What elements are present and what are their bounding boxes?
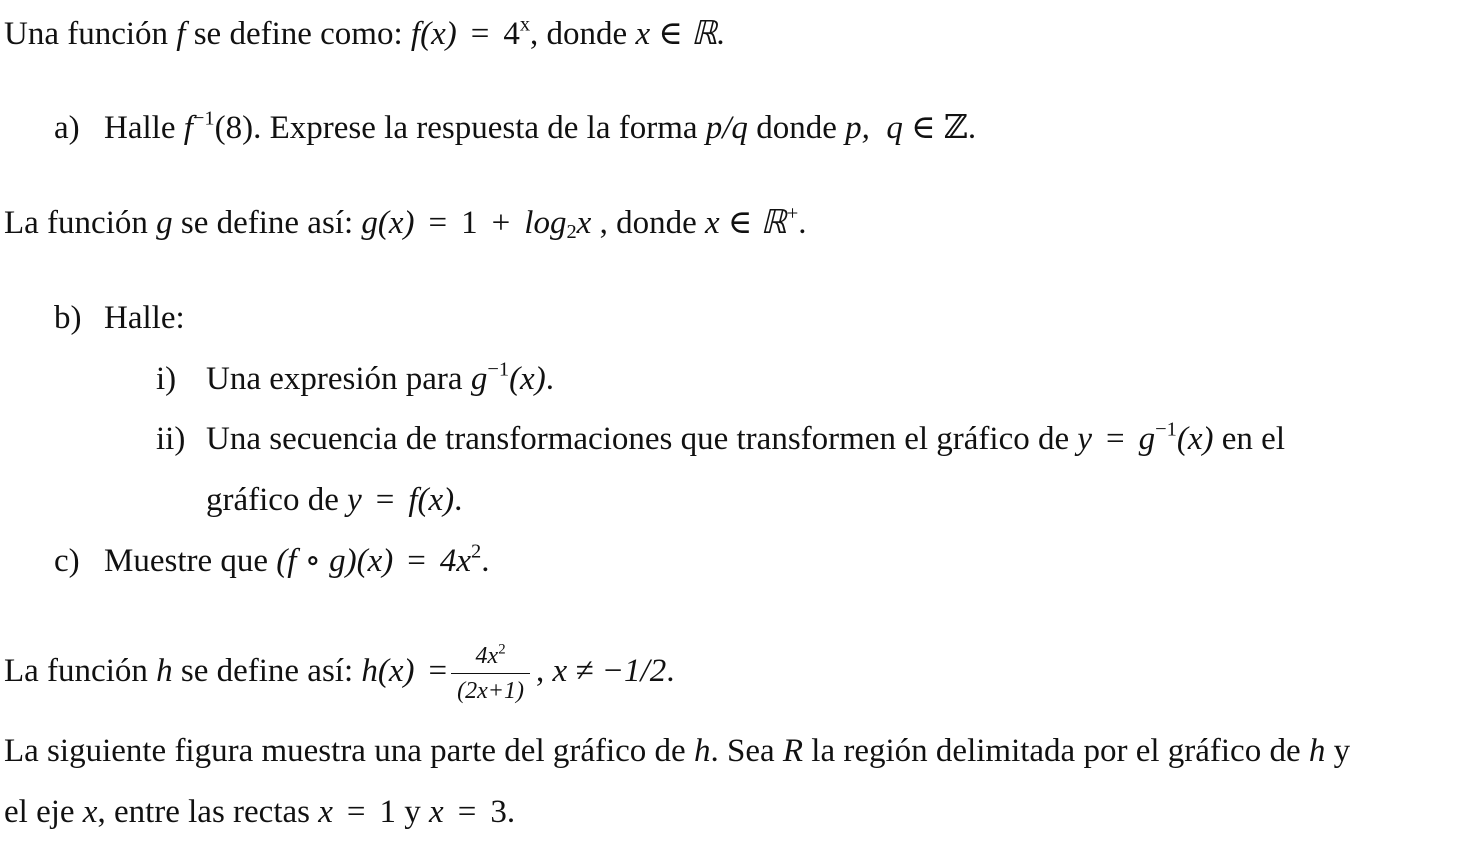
h-def-text1: La función (4, 653, 157, 689)
h-def-eq: = (428, 653, 448, 689)
part-c-text: Muestre que (104, 543, 277, 579)
part-b-ii-y: y (1077, 421, 1093, 457)
g-def-log-base: 2 (566, 221, 577, 244)
part-a-pq: p/q (705, 110, 748, 146)
part-a-text1: Halle (104, 110, 184, 146)
region-l2-text2: , entre las rectas (97, 794, 319, 830)
h-def-after: , (536, 653, 553, 689)
intro-domain: x ∈ ℝ. (635, 16, 726, 52)
part-a-inv: −1 (192, 107, 215, 130)
part-b-i (156, 359, 554, 399)
g-def-plus: + (491, 205, 511, 241)
intro-text-mid: se define como: (185, 16, 411, 52)
part-b-ii-line2-text: gráfico de (206, 482, 348, 518)
h-def-num-exp: 2 (498, 641, 506, 658)
part-c-rhs-exp: 2 (471, 540, 482, 563)
h-def-lhs: h(x) (361, 653, 415, 689)
part-c-rhs: 4x (439, 543, 472, 579)
h-def-h: h (156, 653, 173, 689)
h-def-cond: x ≠ −1/2 (552, 653, 667, 689)
region-l1-h: h (693, 733, 711, 769)
region-l1-text1: La siguiente figura muestra una parte del gráfico de (4, 733, 694, 769)
part-b-i-gname: g (470, 361, 488, 397)
intro-after: , donde (530, 16, 636, 52)
h-def-num: 4x (475, 642, 499, 669)
part-a-arg: (8) (214, 110, 254, 146)
region-l2-x1: x (318, 794, 333, 830)
region-l2-eq1: = (346, 794, 366, 830)
g-def-log-arg: x (576, 205, 592, 241)
part-b-ii-label: ii) (156, 421, 186, 457)
h-def-line (4, 636, 674, 706)
intro-line (4, 14, 725, 54)
region-l2-v2: 3 (490, 794, 507, 830)
part-c (54, 541, 490, 581)
region-l1-h2: h (1308, 733, 1326, 769)
intro-text: Una función (4, 16, 177, 52)
h-def-text2: se define así: (172, 653, 362, 689)
region-l2-x2: x (429, 794, 444, 830)
part-b-ii-continued (206, 480, 462, 520)
part-c-comp: (f ∘ g)(x) (276, 543, 394, 579)
region-l2-x: x (82, 794, 98, 830)
part-b-ii-text: Una secuencia de transformaciones que transformen el gráfico de (206, 421, 1078, 457)
part-b-label: b) (54, 300, 82, 336)
part-b-ii-inv: −1 (1155, 418, 1177, 441)
h-def-numerator (451, 642, 530, 674)
g-def-domain-sup: + (786, 202, 799, 225)
part-a-set: ∈ ℤ. (911, 110, 977, 146)
g-def-line (4, 203, 806, 243)
g-def-end: . (798, 205, 807, 241)
intro-f: f (176, 16, 186, 52)
region-line-2 (4, 792, 515, 832)
part-a-text3: donde (747, 110, 846, 146)
part-a-fname: f (183, 110, 193, 146)
part-a-p: p, (845, 110, 870, 146)
g-def-text2: se define así: (172, 205, 362, 241)
part-b-i-text: Una expresión para (206, 361, 471, 397)
intro-eq: = (470, 16, 490, 52)
part-b-i-end: . (545, 361, 554, 397)
region-l1-text4: y (1325, 733, 1351, 769)
g-def-log: log (524, 205, 567, 241)
part-a-q: q (886, 110, 903, 146)
part-b-ii-arg: (x) (1176, 421, 1214, 457)
part-b-ii-line2-y: y (347, 482, 362, 518)
region-l2-end: . (506, 794, 516, 830)
part-c-label: c) (54, 543, 80, 579)
part-a (54, 108, 976, 148)
part-c-eq: = (407, 543, 426, 579)
g-def-text1: La función (4, 205, 157, 241)
region-l1-text2: . Sea (710, 733, 783, 769)
h-def-fraction (451, 642, 530, 705)
part-b-ii-gname: g (1138, 421, 1156, 457)
h-def-end: . (666, 653, 675, 689)
part-b-i-arg: (x) (509, 361, 546, 397)
part-b-text: Halle: (104, 300, 185, 336)
g-def-eq: = (428, 205, 448, 241)
part-b-i-inv: −1 (487, 358, 510, 381)
part-c-end: . (481, 543, 490, 579)
region-l2-eq2: = (457, 794, 477, 830)
part-a-text2: . Exprese la respuesta de la forma (253, 110, 706, 146)
part-b (54, 298, 185, 338)
part-a-label: a) (54, 110, 80, 146)
g-def-lhs: g(x) (361, 205, 415, 241)
part-b-ii-line2-end: . (454, 482, 463, 518)
region-l2-v1: 1 (379, 794, 397, 830)
g-def-g: g (156, 205, 173, 241)
region-l2-y: y (396, 794, 430, 830)
intro-exp: x (519, 13, 531, 36)
h-def-denominator: (2x+1) (457, 677, 524, 704)
region-l1-text3: la región delimitada por el gráfico de (803, 733, 1309, 769)
g-def-domain: x ∈ ℝ (704, 205, 787, 241)
g-def-text3: , donde (591, 205, 705, 241)
region-l2-text1: el eje (4, 794, 83, 830)
region-line-1 (4, 731, 1350, 771)
intro-base: 4 (503, 16, 520, 52)
part-b-ii-line2-eq: = (375, 482, 395, 518)
part-b-ii-tail: en el (1213, 421, 1285, 457)
g-def-one: 1 (461, 205, 478, 241)
part-b-ii-eq: = (1106, 421, 1125, 457)
part-b-i-label: i) (156, 361, 177, 397)
part-b-ii-line2-f: f(x) (408, 482, 455, 518)
region-l1-R: R (782, 733, 804, 769)
intro-lhs: f(x) (410, 16, 457, 52)
part-b-ii (156, 419, 1285, 459)
